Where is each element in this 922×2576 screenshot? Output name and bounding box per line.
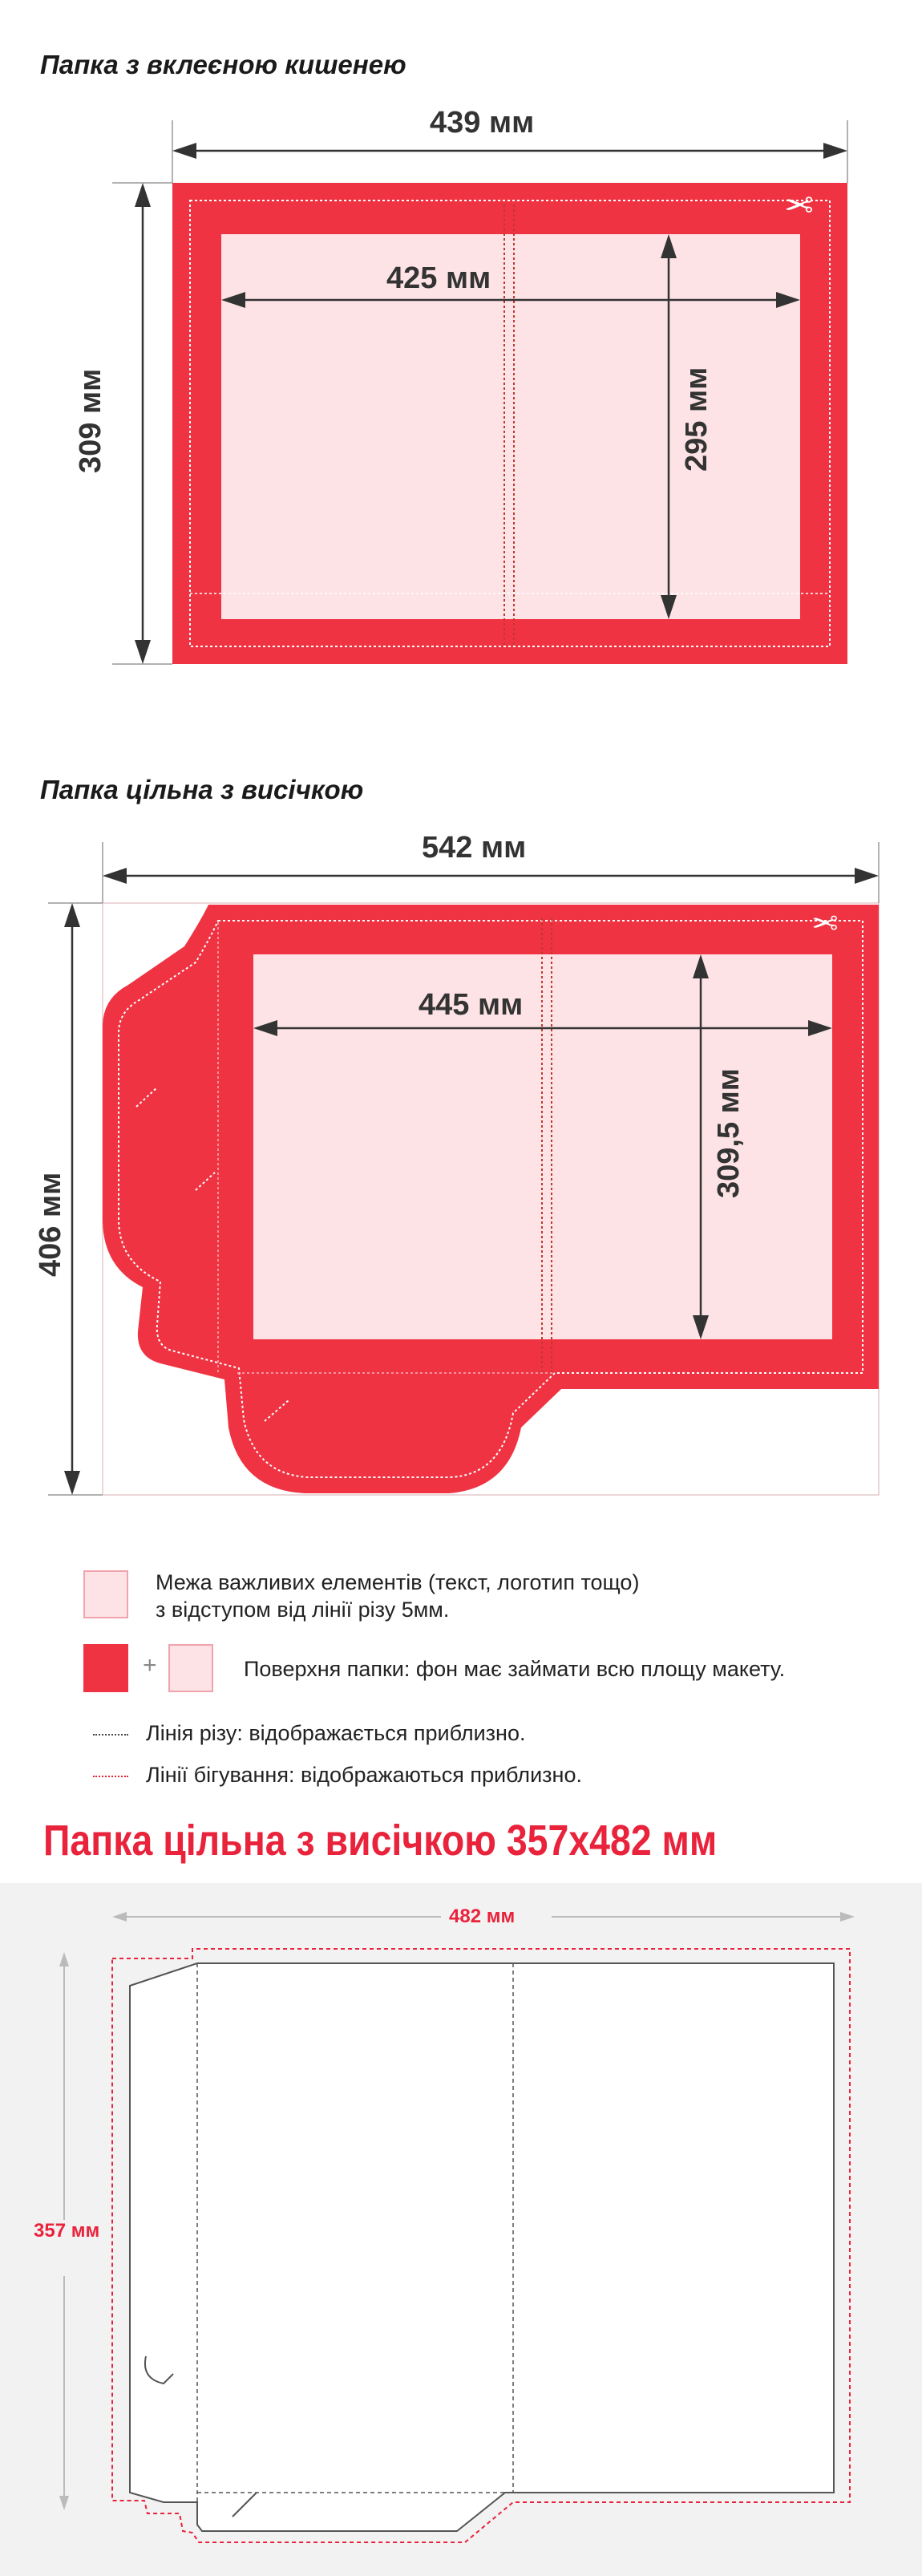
pocket-folder-diagram	[0, 0, 922, 690]
legend-fold-line: Лінії бігування: відображаються приблизно.	[146, 1763, 582, 1787]
inner-width-dimension: 445 мм	[419, 988, 524, 1022]
height-dimension: 309 мм	[74, 368, 107, 473]
safe-zone-swatch	[83, 1570, 128, 1618]
template-shape	[130, 1963, 834, 2531]
template-height-dimension: 357 мм	[34, 2220, 100, 2242]
scissors-icon: ✂	[811, 904, 839, 939]
fold-line-key	[93, 1776, 128, 1777]
legend-cut-line: Лінія різу: відображається приблизно.	[146, 1721, 526, 1745]
template-diagram	[0, 1883, 922, 2576]
section1-title: Папка з вклеєною кишенею	[40, 50, 406, 79]
legend-safe-zone-line2: з відступом від лінії різу 5мм.	[156, 1598, 450, 1622]
legend-safe-zone-line1: Межа важливих елементів (текст, логотип тощо)	[156, 1570, 640, 1594]
surface-swatch-red	[83, 1644, 128, 1692]
height-dimension: 406 мм	[34, 1172, 67, 1277]
cut-line-key	[93, 1734, 128, 1736]
section3-title: Папка цільна з висічкою 357x482 мм	[43, 1817, 718, 1865]
inner-width-dimension: 425 мм	[386, 261, 491, 295]
inner-height-dimension: 295 мм	[680, 367, 714, 472]
section2-title: Папка цільна з висічкою	[40, 775, 364, 804]
template-width-dimension: 482 мм	[449, 1906, 516, 1927]
legend-surface: Поверхня папки: фон має займати всю площу макету.	[244, 1657, 786, 1681]
diecut-folder-diagram	[0, 802, 922, 1604]
surface-swatch-light	[168, 1644, 213, 1692]
plus-sign: +	[143, 1652, 157, 1679]
width-dimension: 542 мм	[422, 831, 527, 865]
width-dimension: 439 мм	[430, 106, 535, 140]
inner-height-dimension: 309,5 мм	[712, 1068, 746, 1198]
scissors-icon: ✂	[784, 184, 814, 223]
